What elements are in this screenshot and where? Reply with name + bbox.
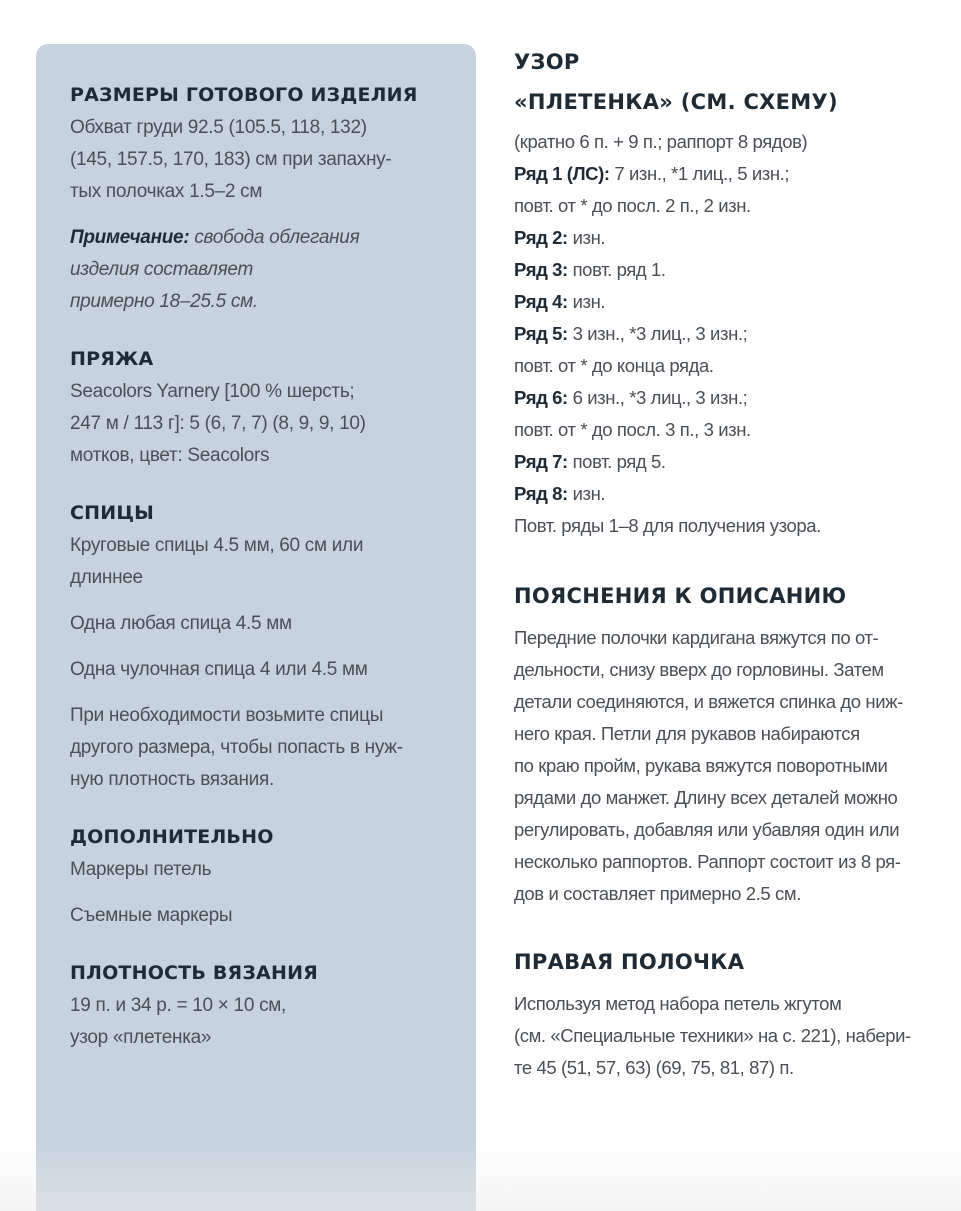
pattern-row	[514, 414, 944, 446]
row-text: повт. от * до посл. 2 п., 2 изн.	[514, 195, 751, 216]
materials-sidebar	[36, 44, 476, 1211]
needles-line: Одна любая спица 4.5 мм	[70, 613, 292, 634]
row-text: 6 изн., *3 лиц., 3 изн.;	[567, 387, 748, 408]
text-line: регулировать, добавляя или убавляя один или	[514, 819, 900, 840]
row-label: Ряд 1 (ЛС):	[514, 163, 610, 184]
note-line	[70, 222, 456, 254]
text-line: Передние полочки кардигана вяжутся по от-	[514, 627, 879, 648]
gauge-line: 19 п. и 34 р. = 10 × 10 см,	[70, 995, 287, 1016]
pattern-row	[514, 446, 944, 478]
pattern-row	[514, 158, 944, 190]
text-line: (см. «Специальные техники» на с. 221), набери-	[514, 1025, 911, 1046]
needles-line: другого размера, чтобы попасть в нуж-	[70, 737, 403, 758]
needles-line: ную плотность вязания.	[70, 769, 274, 790]
pattern-row	[514, 510, 944, 542]
row-label: Ряд 7:	[514, 451, 568, 472]
note-label: Примечание:	[70, 227, 190, 248]
yarn-title: ПРЯЖА	[70, 348, 154, 370]
text-line: несколько раппортов. Раппорт состоит из 8 ря-	[514, 851, 901, 872]
row-text: изн.	[567, 291, 606, 312]
row-text: повт. от * до конца ряда.	[514, 355, 714, 376]
sizes-line: тых полочках 1.5–2 см	[70, 181, 263, 202]
note-line: примерно 18–25.5 см.	[70, 291, 258, 312]
pattern-intro: (кратно 6 п. + 9 п.; раппорт 8 рядов)	[514, 131, 808, 152]
row-label: Ряд 8:	[514, 483, 568, 504]
extra-line: Съемные маркеры	[70, 905, 233, 926]
row-text: Повт. ряды 1–8 для получения узора.	[514, 515, 821, 536]
row-text: повт. от * до посл. 3 п., 3 изн.	[514, 419, 751, 440]
gauge-title: ПЛОТНОСТЬ ВЯЗАНИЯ	[70, 962, 318, 984]
sizes-title: РАЗМЕРЫ ГОТОВОГО ИЗДЕЛИЯ	[70, 84, 418, 106]
text-line: детали соединяются, и вяжется спинка до ниж-	[514, 691, 903, 712]
pattern-row	[514, 190, 944, 222]
explanations-title: ПОЯСНЕНИЯ К ОПИСАНИЮ	[514, 584, 847, 608]
note-line: изделия составляет	[70, 259, 254, 280]
needles-line: Круговые спицы 4.5 мм, 60 см или	[70, 535, 364, 556]
row-text: повт. ряд 5.	[567, 451, 666, 472]
pattern-title: «ПЛЕТЕНКА» (СМ. СХЕМУ)	[514, 90, 838, 114]
needles-line: Одна чулочная спица 4 или 4.5 мм	[70, 659, 368, 680]
pattern-row	[514, 478, 944, 510]
pattern-row	[514, 286, 944, 318]
row-label: Ряд 3:	[514, 259, 568, 280]
row-text: 3 изн., *3 лиц., 3 изн.;	[567, 323, 748, 344]
row-text: изн.	[567, 483, 606, 504]
needles-title: СПИЦЫ	[70, 502, 155, 524]
row-label: Ряд 2:	[514, 227, 568, 248]
right-front-title: ПРАВАЯ ПОЛОЧКА	[514, 950, 745, 974]
yarn-line: 247 м / 113 г]: 5 (6, 7, 7) (8, 9, 9, 10)	[70, 413, 366, 434]
main-column	[514, 42, 944, 1084]
sizes-line: Обхват груди 92.5 (105.5, 118, 132)	[70, 117, 367, 138]
gauge-line: узор «плетенка»	[70, 1027, 212, 1048]
pattern-row	[514, 382, 944, 414]
text-line: Используя метод набора петель жгутом	[514, 993, 842, 1014]
pattern-title: УЗОР	[514, 50, 580, 74]
text-line: по краю пройм, рукава вяжутся поворотными	[514, 755, 888, 776]
note-text: свобода облегания	[189, 227, 360, 248]
yarn-line: Seacolors Yarnery [100 % шерсть;	[70, 381, 355, 402]
needles-line: длиннее	[70, 567, 143, 588]
text-line: дельности, снизу вверх до горловины. Затем	[514, 659, 884, 680]
explanations-text	[514, 622, 944, 910]
text-line: него края. Петли для рукавов набираются	[514, 723, 860, 744]
row-text: повт. ряд 1.	[567, 259, 666, 280]
yarn-line: мотков, цвет: Seacolors	[70, 445, 270, 466]
row-label: Ряд 4:	[514, 291, 568, 312]
row-label: Ряд 6:	[514, 387, 568, 408]
right-front-text	[514, 988, 944, 1084]
text-line: рядами до манжет. Длину всех деталей можно	[514, 787, 898, 808]
sizes-line: (145, 157.5, 170, 183) см при запахну-	[70, 149, 392, 170]
extra-title: ДОПОЛНИТЕЛЬНО	[70, 826, 274, 848]
extra-line: Маркеры петель	[70, 859, 212, 880]
row-text: 7 изн., *1 лиц., 5 изн.;	[609, 163, 790, 184]
pattern-row	[514, 254, 944, 286]
needles-line: При необходимости возьмите спицы	[70, 705, 384, 726]
pattern-row	[514, 318, 944, 350]
pattern-rows	[514, 158, 944, 542]
pattern-row	[514, 350, 944, 382]
row-label: Ряд 5:	[514, 323, 568, 344]
text-line: те 45 (51, 57, 63) (69, 75, 81, 87) п.	[514, 1057, 794, 1078]
pattern-row	[514, 222, 944, 254]
row-text: изн.	[567, 227, 606, 248]
text-line: дов и составляет примерно 2.5 см.	[514, 883, 801, 904]
